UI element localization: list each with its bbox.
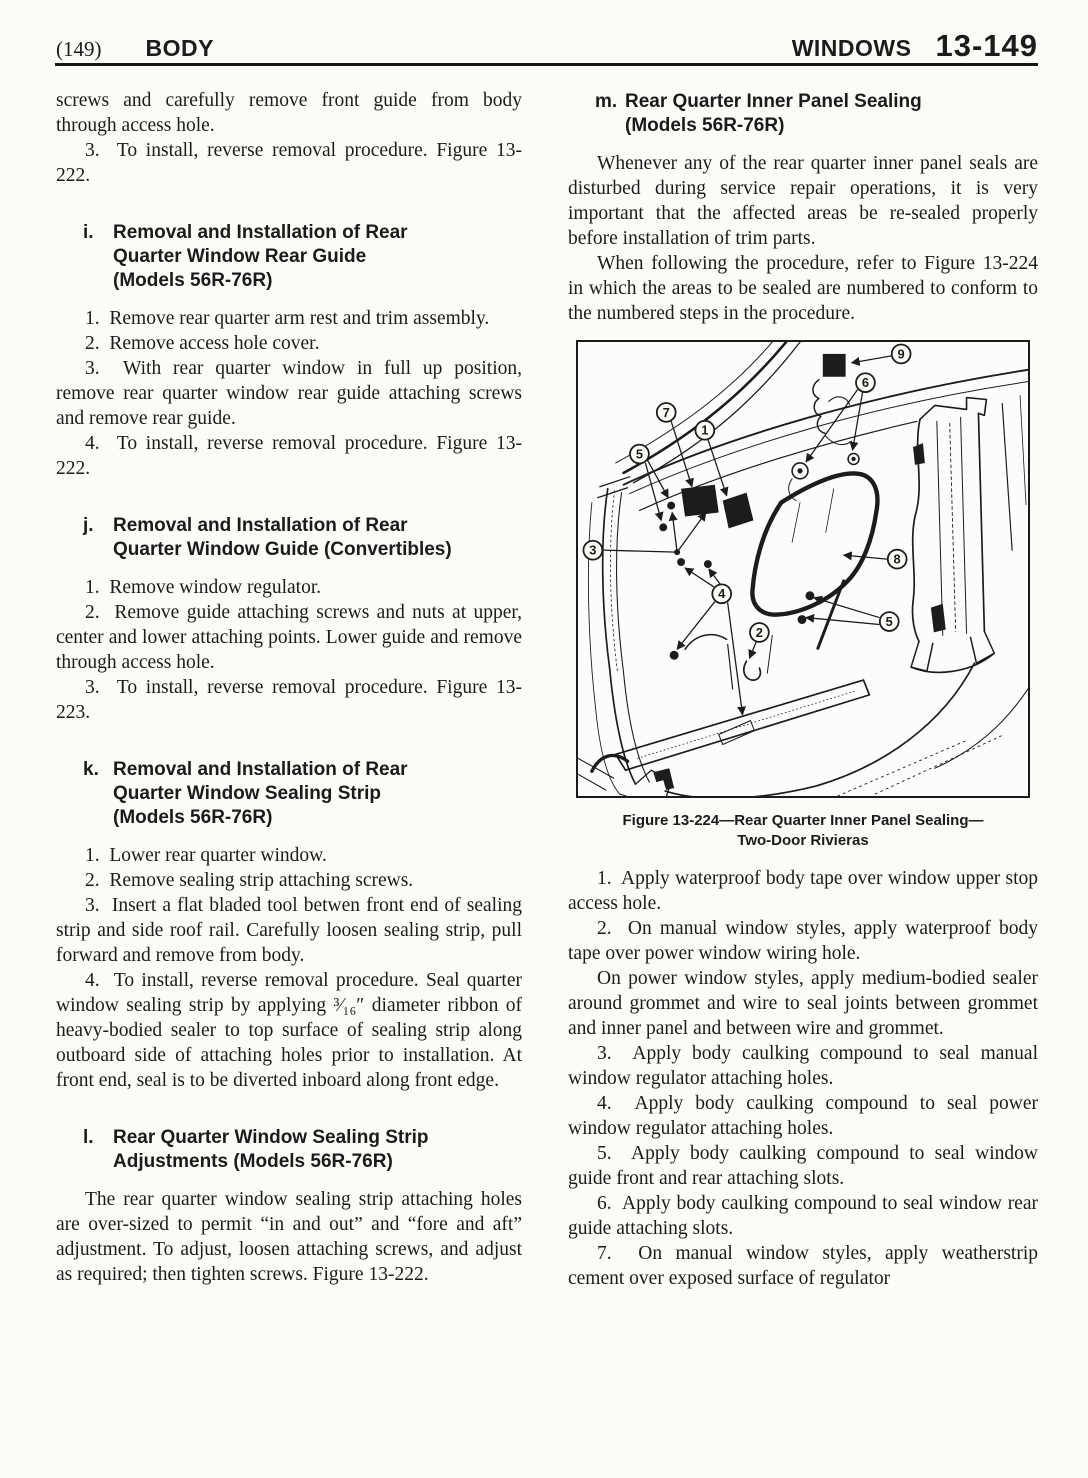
page-number: 13-149 — [935, 28, 1038, 63]
procedure-step: 3. To install, reverse removal procedure. Figure 13-222. — [56, 140, 522, 186]
heading-line: (Models 56R-76R) — [113, 807, 273, 828]
heading-line: Rear Quarter Inner Panel Sealing — [625, 91, 922, 112]
section-title-lines — [113, 758, 408, 830]
section-title-lines — [113, 514, 452, 562]
two-column-body — [56, 88, 1038, 1291]
heading-line: Quarter Window Guide (Convertibles) — [113, 539, 452, 560]
procedure-step: 2. Remove sealing strip attaching screws. — [85, 870, 414, 891]
page-header — [56, 28, 1038, 64]
section-heading-m — [595, 90, 1038, 138]
body-paragraph: When following the procedure, refer to Figure 13-224 in which the areas to be sealed are numbered to conform to the numbered steps in the procedure. — [568, 253, 1038, 324]
figure-callout-5b — [880, 612, 899, 631]
figure-caption-line: Figure 13-224—Rear Quarter Inner Panel Sealing— — [622, 812, 984, 829]
left-column — [56, 88, 522, 1291]
procedure-step: 4. Apply body caulking compound to seal power window regulator attaching holes. — [568, 1093, 1038, 1139]
header-left — [56, 35, 214, 62]
procedure-step: 3. To install, reverse removal procedure. Figure 13-223. — [56, 677, 522, 723]
figure-callout-1 — [695, 421, 714, 440]
procedure-step: 6. Apply body caulking compound to seal window rear guide attaching slots. — [568, 1193, 1038, 1239]
procedure-step: 3. With rear quarter window in full up position, remove rear quarter window rear guide attaching screws and remove rear guide. — [56, 358, 522, 429]
svg-text:3: 3 — [589, 542, 597, 558]
heading-line: Removal and Installation of Rear — [113, 759, 408, 780]
figure-callout-9 — [892, 344, 911, 363]
section-letter: k. — [83, 759, 99, 780]
svg-text:6: 6 — [861, 375, 870, 391]
figure-callout-4 — [712, 584, 731, 603]
section-heading-j — [83, 514, 522, 562]
body-paragraph: On power window styles, apply medium-bodied sealer around grommet and wire to seal joints between grommet and inner panel and between wire and grommet. — [568, 968, 1038, 1039]
section-heading-l — [83, 1126, 522, 1174]
figure-callout-2 — [750, 623, 769, 642]
page-label: (149) — [56, 37, 102, 61]
svg-text:5: 5 — [635, 446, 644, 462]
header-rule — [55, 63, 1038, 66]
procedure-step: 1. Remove window regulator. — [85, 577, 322, 598]
procedure-step: 4. To install, reverse removal procedure. Figure 13-222. — [56, 433, 522, 479]
svg-text:4: 4 — [718, 586, 726, 602]
heading-line: Adjustments (Models 56R-76R) — [113, 1151, 393, 1172]
figure-line-art — [578, 342, 1028, 796]
figure-callout-7 — [657, 403, 676, 422]
svg-text:7: 7 — [662, 404, 670, 420]
svg-text:5: 5 — [885, 613, 893, 629]
heading-line: (Models 56R-76R) — [113, 270, 273, 291]
continuation-paragraph: screws and carefully remove front guide from body through access hole. — [56, 90, 522, 136]
figure-callout-8 — [888, 550, 907, 569]
procedure-step: 3. Apply body caulking compound to seal manual window regulator attaching holes. — [568, 1043, 1038, 1089]
heading-line: Quarter Window Sealing Strip — [113, 783, 381, 804]
body-paragraph: Whenever any of the rear quarter inner panel seals are disturbed during service repair operations, it is very important that the affected areas be re-sealed properly before installation of trim parts. — [568, 153, 1038, 249]
procedure-step: 2. On manual window styles, apply waterproof body tape over power window wiring hole. — [568, 918, 1038, 964]
heading-line: Removal and Installation of Rear — [113, 515, 408, 536]
section-letter: i. — [83, 222, 94, 243]
svg-text:8: 8 — [893, 551, 901, 567]
procedure-step: 1. Remove rear quarter arm rest and trim assembly. — [85, 308, 490, 329]
section-letter: l. — [83, 1127, 94, 1148]
procedure-step: 7. On manual window styles, apply weatherstrip cement over exposed surface of regulator — [568, 1243, 1038, 1289]
body-paragraph: The rear quarter window sealing strip attaching holes are over-sized to permit “in and out” and “fore and aft” adjustment. To adjust, loosen attaching screws, and adjust as required; then tighten screws. Figure 13-222. — [56, 1189, 522, 1285]
procedure-step: 1. Lower rear quarter window. — [85, 845, 327, 866]
heading-line: Quarter Window Rear Guide — [113, 246, 367, 267]
procedure-step: 4. To install, reverse removal procedure. Seal quarter window sealing strip by applying ³⁄₁₆″ diameter ribbon of heavy-bodied sealer to top surface of sealing strip along outboard side of attaching holes prior to installation. At front end, seal is to be diverted inboard along front edge. — [56, 970, 522, 1091]
procedure-step: 3. Insert a flat bladed tool betwen front end of sealing strip and side roof rail. Carefully loosen sealing strip, pull forward and remove from body. — [56, 895, 522, 966]
procedure-step: 5. Apply body caulking compound to seal window guide front and rear attaching slots. — [568, 1143, 1038, 1189]
section-title: BODY — [145, 35, 214, 61]
section-title-lines — [625, 90, 922, 138]
sealing-steps — [568, 866, 1038, 1291]
figure-callout-6 — [856, 373, 875, 392]
section-letter: m. — [595, 91, 618, 112]
heading-line: (Models 56R-76R) — [625, 115, 785, 136]
section-title-lines — [113, 1126, 429, 1174]
section-heading-k — [83, 758, 522, 830]
figure-callout-3 — [583, 541, 602, 560]
section-letter: j. — [83, 515, 94, 536]
right-column — [568, 88, 1038, 1291]
heading-line: Removal and Installation of Rear — [113, 222, 408, 243]
svg-text:1: 1 — [701, 422, 709, 438]
header-right — [792, 28, 1038, 64]
procedure-step: 2. Remove access hole cover. — [85, 333, 320, 354]
figure-illustration — [578, 342, 1028, 796]
chapter-title: WINDOWS — [791, 35, 912, 61]
section-heading-i — [83, 221, 522, 293]
svg-text:2: 2 — [755, 624, 763, 640]
svg-text:9: 9 — [897, 346, 905, 362]
figure-13-224 — [576, 340, 1030, 798]
section-title-lines — [113, 221, 408, 293]
figure-caption — [568, 811, 1038, 851]
procedure-step: 1. Apply waterproof body tape over window upper stop access hole. — [568, 868, 1038, 914]
figure-callout-5a — [630, 445, 649, 464]
figure-caption-line: Two-Door Rivieras — [737, 832, 869, 849]
heading-line: Rear Quarter Window Sealing Strip — [113, 1127, 429, 1148]
procedure-step: 2. Remove guide attaching screws and nuts at upper, center and lower attaching points. Lower guide and remove through access hole. — [56, 602, 522, 673]
